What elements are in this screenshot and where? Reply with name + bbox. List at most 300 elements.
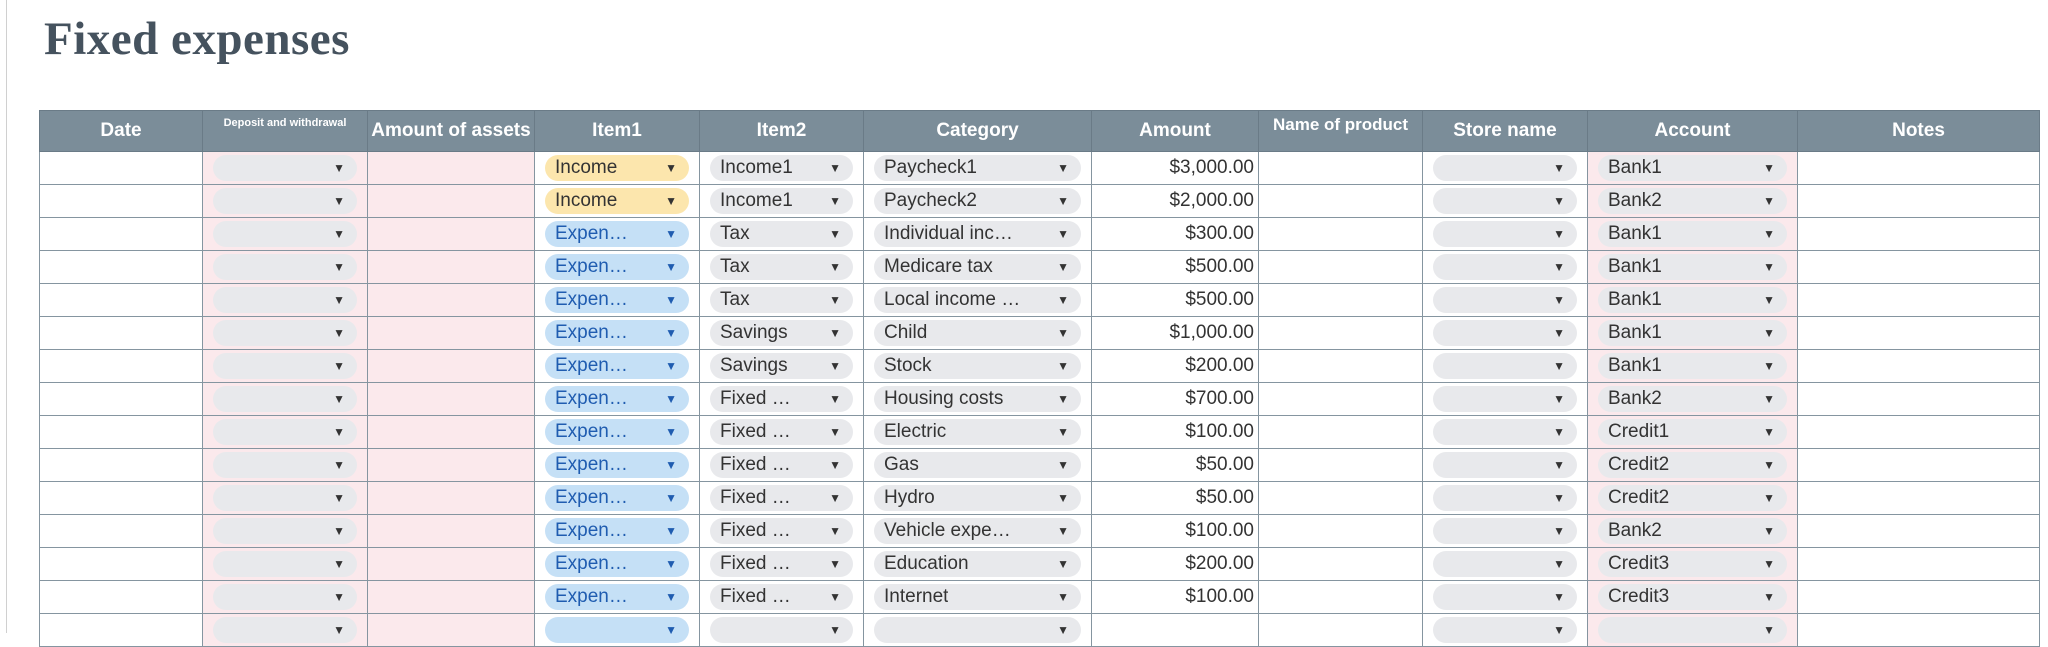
name-of-product-cell[interactable] [1259,317,1423,350]
notes-cell[interactable] [1798,218,2040,251]
triangle-down-icon: ▼ [1057,326,1069,340]
store-name-dropdown[interactable] [1433,452,1577,478]
table-row [40,449,2040,482]
store-name-cell[interactable] [1423,383,1588,416]
account-dropdown[interactable] [1598,617,1787,643]
item1-cell[interactable] [535,548,700,581]
item2-dropdown[interactable] [710,518,853,544]
store-name-cell[interactable] [1423,251,1588,284]
amount-of-assets-cell[interactable] [368,482,535,515]
store-name-dropdown[interactable] [1433,320,1577,346]
account-dropdown[interactable] [1598,287,1787,313]
amount-of-assets-cell[interactable] [368,581,535,614]
name-of-product-cell[interactable] [1259,416,1423,449]
item1-dropdown[interactable] [545,485,689,511]
deposit-withdrawal-dropdown[interactable] [213,287,357,313]
triangle-down-icon: ▼ [1763,623,1775,637]
store-name-cell[interactable] [1423,317,1588,350]
store-name-cell[interactable] [1423,548,1588,581]
item1-cell[interactable] [535,284,700,317]
item2-dropdown[interactable] [710,254,853,280]
item1-cell[interactable] [535,416,700,449]
name-of-product-cell[interactable] [1259,284,1423,317]
item2-cell[interactable] [700,515,864,548]
account-dropdown[interactable] [1598,419,1787,445]
date-cell[interactable] [40,581,203,614]
deposit-withdrawal-cell[interactable] [203,581,368,614]
category-value: Housing costs [884,388,1004,409]
name-of-product-cell[interactable] [1259,383,1423,416]
item2-dropdown[interactable] [710,353,853,379]
category-cell[interactable] [864,548,1092,581]
item1-cell[interactable] [535,350,700,383]
account-dropdown[interactable] [1598,221,1787,247]
item2-cell[interactable] [700,581,864,614]
item1-dropdown[interactable] [545,518,689,544]
triangle-down-icon: ▼ [1057,194,1069,208]
store-name-dropdown[interactable] [1433,188,1577,214]
item2-cell[interactable] [700,350,864,383]
deposit-withdrawal-dropdown[interactable] [213,254,357,280]
deposit-withdrawal-dropdown[interactable] [213,551,357,577]
date-cell[interactable] [40,614,203,647]
amount-of-assets-cell[interactable] [368,449,535,482]
category-dropdown[interactable] [874,485,1081,511]
store-name-dropdown[interactable] [1433,617,1577,643]
account-dropdown[interactable] [1598,155,1787,181]
notes-cell[interactable] [1798,251,2040,284]
name-of-product-cell[interactable] [1259,218,1423,251]
category-dropdown[interactable] [874,353,1081,379]
deposit-withdrawal-dropdown[interactable] [213,452,357,478]
account-cell[interactable] [1588,317,1798,350]
notes-cell[interactable] [1798,317,2040,350]
deposit-withdrawal-cell[interactable] [203,317,368,350]
account-dropdown[interactable] [1598,188,1787,214]
amount-cell[interactable]: $500.00 [1092,284,1259,317]
date-cell[interactable] [40,218,203,251]
header-item1[interactable]: Item1 [535,111,700,152]
account-value: Bank2 [1608,388,1662,409]
date-cell[interactable] [40,383,203,416]
amount-of-assets-cell[interactable] [368,416,535,449]
triangle-down-icon: ▼ [1763,161,1775,175]
account-dropdown[interactable] [1598,584,1787,610]
account-dropdown[interactable] [1598,485,1787,511]
notes-cell[interactable] [1798,581,2040,614]
header-deposit-withdrawal[interactable]: Deposit and withdrawal [203,111,368,152]
category-cell[interactable] [864,581,1092,614]
account-cell[interactable] [1588,284,1798,317]
item2-dropdown[interactable] [710,386,853,412]
header-name-of-product[interactable]: Name of product [1259,111,1423,152]
store-name-dropdown[interactable] [1433,221,1577,247]
store-name-dropdown[interactable] [1433,419,1577,445]
account-dropdown[interactable] [1598,452,1787,478]
date-cell[interactable] [40,317,203,350]
header-date[interactable]: Date [40,111,203,152]
header-store-name[interactable]: Store name [1423,111,1588,152]
date-cell[interactable] [40,515,203,548]
account-cell[interactable] [1588,548,1798,581]
account-cell[interactable] [1588,581,1798,614]
notes-cell[interactable] [1798,383,2040,416]
account-cell[interactable] [1588,416,1798,449]
item1-cell[interactable] [535,515,700,548]
item2-dropdown[interactable] [710,584,853,610]
deposit-withdrawal-cell[interactable] [203,218,368,251]
account-value: Bank1 [1608,355,1662,376]
item1-dropdown[interactable] [545,584,689,610]
category-dropdown[interactable] [874,188,1081,214]
item2-dropdown[interactable] [710,419,853,445]
item1-dropdown[interactable] [545,386,689,412]
category-cell[interactable] [864,383,1092,416]
name-of-product-cell[interactable] [1259,548,1423,581]
item2-cell[interactable] [700,185,864,218]
account-cell[interactable] [1588,218,1798,251]
item1-cell[interactable] [535,218,700,251]
item2-cell[interactable] [700,251,864,284]
item1-dropdown[interactable] [545,452,689,478]
amount-of-assets-cell[interactable] [368,251,535,284]
account-value: Bank1 [1608,223,1662,244]
deposit-withdrawal-dropdown[interactable] [213,386,357,412]
notes-cell[interactable] [1798,185,2040,218]
account-dropdown[interactable] [1598,320,1787,346]
item1-dropdown[interactable] [545,287,689,313]
amount-of-assets-cell[interactable] [368,218,535,251]
name-of-product-cell[interactable] [1259,614,1423,647]
header-notes[interactable]: Notes [1798,111,2040,152]
item2-dropdown[interactable] [710,551,853,577]
date-cell[interactable] [40,548,203,581]
deposit-withdrawal-dropdown[interactable] [213,518,357,544]
notes-cell[interactable] [1798,152,2040,185]
window-edge [6,0,7,633]
store-name-cell[interactable] [1423,581,1588,614]
category-dropdown[interactable] [874,155,1081,181]
store-name-dropdown[interactable] [1433,155,1577,181]
category-cell[interactable] [864,317,1092,350]
store-name-dropdown[interactable] [1433,485,1577,511]
item2-dropdown[interactable] [710,617,853,643]
date-cell[interactable] [40,350,203,383]
account-dropdown[interactable] [1598,551,1787,577]
category-cell[interactable] [864,449,1092,482]
store-name-dropdown[interactable] [1433,254,1577,280]
deposit-withdrawal-cell[interactable] [203,152,368,185]
name-of-product-cell[interactable] [1259,581,1423,614]
item1-cell[interactable] [535,251,700,284]
notes-cell[interactable] [1798,350,2040,383]
triangle-down-icon: ▼ [829,326,841,340]
header-amount[interactable]: Amount [1092,111,1259,152]
amount-cell[interactable]: $50.00 [1092,449,1259,482]
item2-cell[interactable] [700,152,864,185]
account-dropdown[interactable] [1598,254,1787,280]
amount-of-assets-cell[interactable] [368,185,535,218]
date-cell[interactable] [40,416,203,449]
category-cell[interactable] [864,482,1092,515]
category-cell[interactable] [864,416,1092,449]
name-of-product-cell[interactable] [1259,482,1423,515]
store-name-dropdown[interactable] [1433,386,1577,412]
deposit-withdrawal-dropdown[interactable] [213,188,357,214]
category-cell[interactable] [864,350,1092,383]
amount-of-assets-cell[interactable] [368,614,535,647]
notes-cell[interactable] [1798,614,2040,647]
deposit-withdrawal-dropdown[interactable] [213,584,357,610]
store-name-cell[interactable] [1423,416,1588,449]
item2-dropdown[interactable] [710,155,853,181]
item2-dropdown[interactable] [710,485,853,511]
account-cell[interactable] [1588,614,1798,647]
notes-cell[interactable] [1798,548,2040,581]
triangle-down-icon: ▼ [1057,293,1069,307]
deposit-withdrawal-cell[interactable] [203,284,368,317]
item2-value: Fixed … [720,454,791,475]
store-name-dropdown[interactable] [1433,584,1577,610]
item2-dropdown[interactable] [710,452,853,478]
triangle-down-icon: ▼ [1553,524,1565,538]
notes-cell[interactable] [1798,284,2040,317]
amount-cell[interactable]: $200.00 [1092,548,1259,581]
item2-dropdown[interactable] [710,287,853,313]
item2-cell[interactable] [700,614,864,647]
triangle-down-icon: ▼ [1763,524,1775,538]
amount-cell[interactable]: $700.00 [1092,383,1259,416]
amount-cell[interactable]: $50.00 [1092,482,1259,515]
deposit-withdrawal-dropdown[interactable] [213,419,357,445]
deposit-withdrawal-cell[interactable] [203,185,368,218]
item1-cell[interactable] [535,449,700,482]
item1-cell[interactable] [535,317,700,350]
category-dropdown[interactable] [874,287,1081,313]
category-dropdown[interactable] [874,221,1081,247]
header-account[interactable]: Account [1588,111,1798,152]
item1-cell[interactable] [535,482,700,515]
deposit-withdrawal-cell[interactable] [203,548,368,581]
category-dropdown[interactable] [874,584,1081,610]
item1-dropdown[interactable] [545,254,689,280]
category-dropdown[interactable] [874,518,1081,544]
store-name-dropdown[interactable] [1433,551,1577,577]
category-dropdown[interactable] [874,254,1081,280]
account-dropdown[interactable] [1598,353,1787,379]
item1-dropdown[interactable] [545,551,689,577]
item1-cell[interactable] [535,614,700,647]
amount-cell[interactable]: $1,000.00 [1092,317,1259,350]
triangle-down-icon: ▼ [1057,260,1069,274]
notes-cell[interactable] [1798,449,2040,482]
account-cell[interactable] [1588,185,1798,218]
name-of-product-cell[interactable] [1259,515,1423,548]
store-name-dropdown[interactable] [1433,518,1577,544]
item2-cell[interactable] [700,218,864,251]
amount-of-assets-cell[interactable] [368,317,535,350]
triangle-down-icon: ▼ [665,491,677,505]
name-of-product-cell[interactable] [1259,152,1423,185]
item2-cell[interactable] [700,482,864,515]
category-dropdown[interactable] [874,320,1081,346]
store-name-cell[interactable] [1423,515,1588,548]
deposit-withdrawal-dropdown[interactable] [213,617,357,643]
header-amount-of-assets[interactable]: Amount of assets [368,111,535,152]
amount-of-assets-cell[interactable] [368,350,535,383]
deposit-withdrawal-cell[interactable] [203,515,368,548]
amount-cell[interactable] [1092,614,1259,647]
item2-value: Tax [720,256,750,277]
amount-cell[interactable]: $500.00 [1092,251,1259,284]
deposit-withdrawal-cell[interactable] [203,383,368,416]
item2-cell[interactable] [700,416,864,449]
account-value: Bank1 [1608,289,1662,310]
store-name-cell[interactable] [1423,350,1588,383]
account-value: Bank2 [1608,520,1662,541]
amount-cell[interactable]: $2,000.00 [1092,185,1259,218]
store-name-cell[interactable] [1423,152,1588,185]
store-name-dropdown[interactable] [1433,353,1577,379]
triangle-down-icon: ▼ [333,359,345,373]
date-cell[interactable] [40,152,203,185]
deposit-withdrawal-dropdown[interactable] [213,221,357,247]
store-name-dropdown[interactable] [1433,287,1577,313]
amount-of-assets-cell[interactable] [368,152,535,185]
amount-cell[interactable]: $100.00 [1092,581,1259,614]
item1-cell[interactable] [535,152,700,185]
item1-dropdown[interactable] [545,353,689,379]
category-dropdown[interactable] [874,617,1081,643]
item2-cell[interactable] [700,317,864,350]
account-cell[interactable] [1588,350,1798,383]
category-cell[interactable] [864,515,1092,548]
account-cell[interactable] [1588,515,1798,548]
item2-dropdown[interactable] [710,188,853,214]
item1-dropdown[interactable] [545,188,689,214]
account-dropdown[interactable] [1598,386,1787,412]
category-dropdown[interactable] [874,551,1081,577]
triangle-down-icon: ▼ [1553,359,1565,373]
notes-cell[interactable] [1798,515,2040,548]
item1-dropdown[interactable] [545,221,689,247]
item1-cell[interactable] [535,383,700,416]
account-cell[interactable] [1588,251,1798,284]
account-value: Bank1 [1608,157,1662,178]
store-name-cell[interactable] [1423,218,1588,251]
triangle-down-icon: ▼ [665,392,677,406]
item2-cell[interactable] [700,548,864,581]
category-cell[interactable] [864,218,1092,251]
amount-cell[interactable]: $3,000.00 [1092,152,1259,185]
deposit-withdrawal-dropdown[interactable] [213,320,357,346]
deposit-withdrawal-dropdown[interactable] [213,353,357,379]
triangle-down-icon: ▼ [665,557,677,571]
item2-cell[interactable] [700,449,864,482]
category-cell[interactable] [864,152,1092,185]
category-value: Internet [884,586,949,607]
item1-dropdown[interactable] [545,320,689,346]
header-item2[interactable]: Item2 [700,111,864,152]
amount-cell[interactable]: $200.00 [1092,350,1259,383]
store-name-cell[interactable] [1423,284,1588,317]
deposit-withdrawal-cell[interactable] [203,251,368,284]
item1-dropdown[interactable] [545,155,689,181]
account-cell[interactable] [1588,449,1798,482]
header-category[interactable]: Category [864,111,1092,152]
deposit-withdrawal-cell[interactable] [203,614,368,647]
category-cell[interactable] [864,614,1092,647]
deposit-withdrawal-cell[interactable] [203,482,368,515]
deposit-withdrawal-dropdown[interactable] [213,485,357,511]
category-dropdown[interactable] [874,419,1081,445]
category-dropdown[interactable] [874,452,1081,478]
date-cell[interactable] [40,185,203,218]
notes-cell[interactable] [1798,416,2040,449]
account-cell[interactable] [1588,383,1798,416]
category-cell[interactable] [864,284,1092,317]
account-cell[interactable] [1588,152,1798,185]
triangle-down-icon: ▼ [333,623,345,637]
item1-cell[interactable] [535,581,700,614]
table-row [40,614,2040,647]
category-value: Gas [884,454,919,475]
amount-cell[interactable]: $100.00 [1092,416,1259,449]
date-cell[interactable] [40,251,203,284]
item1-value: Expen… [555,355,628,376]
name-of-product-cell[interactable] [1259,350,1423,383]
name-of-product-cell[interactable] [1259,251,1423,284]
account-cell[interactable] [1588,482,1798,515]
amount-of-assets-cell[interactable] [368,515,535,548]
date-cell[interactable] [40,482,203,515]
name-of-product-cell[interactable] [1259,185,1423,218]
notes-cell[interactable] [1798,482,2040,515]
store-name-cell[interactable] [1423,482,1588,515]
deposit-withdrawal-cell[interactable] [203,416,368,449]
amount-of-assets-cell[interactable] [368,383,535,416]
triangle-down-icon: ▼ [1057,161,1069,175]
triangle-down-icon: ▼ [333,293,345,307]
store-name-cell[interactable] [1423,185,1588,218]
item2-dropdown[interactable] [710,320,853,346]
deposit-withdrawal-dropdown[interactable] [213,155,357,181]
item1-dropdown[interactable] [545,617,689,643]
item2-cell[interactable] [700,284,864,317]
item2-cell[interactable] [700,383,864,416]
amount-of-assets-cell[interactable] [368,284,535,317]
item1-dropdown[interactable] [545,419,689,445]
item1-value: Expen… [555,553,628,574]
amount-cell[interactable]: $300.00 [1092,218,1259,251]
item1-cell[interactable] [535,185,700,218]
name-of-product-cell[interactable] [1259,449,1423,482]
header-row [40,111,2040,152]
store-name-cell[interactable] [1423,449,1588,482]
date-cell[interactable] [40,449,203,482]
category-dropdown[interactable] [874,386,1081,412]
category-cell[interactable] [864,251,1092,284]
deposit-withdrawal-cell[interactable] [203,350,368,383]
item2-dropdown[interactable] [710,221,853,247]
deposit-withdrawal-cell[interactable] [203,449,368,482]
amount-cell[interactable]: $100.00 [1092,515,1259,548]
account-dropdown[interactable] [1598,518,1787,544]
category-cell[interactable] [864,185,1092,218]
store-name-cell[interactable] [1423,614,1588,647]
amount-of-assets-cell[interactable] [368,548,535,581]
date-cell[interactable] [40,284,203,317]
